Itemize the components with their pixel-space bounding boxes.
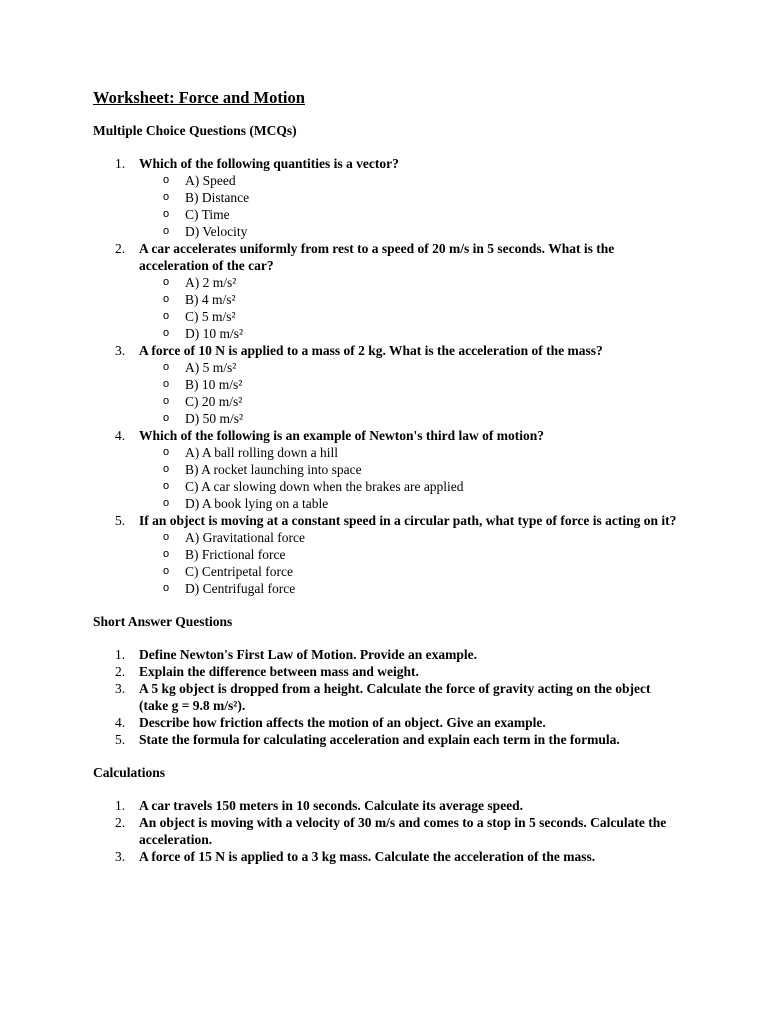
answer-option-text: C) Centripetal force	[185, 564, 293, 579]
question-number: 2.	[115, 241, 126, 256]
answer-options	[139, 274, 683, 342]
question-text: If an object is moving at a constant speed in a circular path, what type of force is acting on it?	[139, 513, 677, 528]
circle-bullet-icon: o	[163, 208, 170, 220]
question-list	[93, 155, 683, 597]
question-item	[93, 714, 683, 731]
question-item	[93, 155, 683, 240]
answer-option-text: C) Time	[185, 207, 230, 222]
circle-bullet-icon: o	[163, 446, 170, 458]
question-number: 5.	[115, 513, 126, 528]
answer-option	[139, 495, 683, 512]
question-number: 4.	[115, 428, 126, 443]
question-item	[93, 240, 683, 342]
circle-bullet-icon: o	[163, 293, 170, 305]
answer-option	[139, 393, 683, 410]
answer-option-text: A) Gravitational force	[185, 530, 305, 545]
circle-bullet-icon: o	[163, 412, 170, 424]
answer-option	[139, 376, 683, 393]
answer-options	[139, 444, 683, 512]
question-text: Describe how friction affects the motion of an object. Give an example.	[139, 715, 546, 730]
circle-bullet-icon: o	[163, 174, 170, 186]
question-number: 4.	[115, 715, 126, 730]
answer-options	[139, 172, 683, 240]
answer-option-text: D) 50 m/s²	[185, 411, 244, 426]
answer-option-text: C) 20 m/s²	[185, 394, 243, 409]
circle-bullet-icon: o	[163, 548, 170, 560]
answer-option-text: D) Centrifugal force	[185, 581, 296, 596]
question-number: 3.	[115, 681, 126, 696]
answer-option	[139, 529, 683, 546]
answer-option	[139, 291, 683, 308]
answer-option-text: A) Speed	[185, 173, 236, 188]
answer-option	[139, 563, 683, 580]
answer-option-text: B) Frictional force	[185, 547, 286, 562]
worksheet-title: Worksheet: Force and Motion	[93, 88, 305, 107]
answer-option	[139, 478, 683, 495]
section-heading: Calculations	[93, 765, 166, 780]
answer-option	[139, 206, 683, 223]
answer-option	[139, 189, 683, 206]
answer-option-text: A) 5 m/s²	[185, 360, 237, 375]
answer-option-text: A) A ball rolling down a hill	[185, 445, 338, 460]
question-text: Explain the difference between mass and weight.	[139, 664, 419, 679]
answer-option-text: B) 10 m/s²	[185, 377, 243, 392]
question-item	[93, 731, 683, 748]
circle-bullet-icon: o	[163, 327, 170, 339]
worksheet-page	[93, 88, 683, 881]
circle-bullet-icon: o	[163, 497, 170, 509]
question-text: A car travels 150 meters in 10 seconds. Calculate its average speed.	[139, 798, 524, 813]
question-item	[93, 427, 683, 512]
question-item	[93, 646, 683, 663]
circle-bullet-icon: o	[163, 191, 170, 203]
circle-bullet-icon: o	[163, 565, 170, 577]
answer-option	[139, 325, 683, 342]
question-text: State the formula for calculating acceleration and explain each term in the formula.	[139, 732, 620, 747]
question-item	[93, 797, 683, 814]
question-number: 2.	[115, 664, 126, 679]
answer-option	[139, 172, 683, 189]
circle-bullet-icon: o	[163, 276, 170, 288]
question-text: A car accelerates uniformly from rest to a speed of 20 m/s in 5 seconds. What is the acceleration of the car?	[139, 241, 615, 273]
answer-option	[139, 223, 683, 240]
question-list	[93, 797, 683, 865]
answer-option	[139, 546, 683, 563]
answer-option-text: D) Velocity	[185, 224, 248, 239]
question-number: 3.	[115, 849, 126, 864]
question-text: Define Newton's First Law of Motion. Provide an example.	[139, 647, 477, 662]
question-text: A 5 kg object is dropped from a height. Calculate the force of gravity acting on the object (take g = 9.8 m/s²).	[139, 681, 651, 713]
question-text: A force of 10 N is applied to a mass of 2 kg. What is the acceleration of the mass?	[139, 343, 603, 358]
answer-option	[139, 444, 683, 461]
answer-option	[139, 274, 683, 291]
answer-option-text: B) Distance	[185, 190, 250, 205]
circle-bullet-icon: o	[163, 378, 170, 390]
answer-options	[139, 529, 683, 597]
answer-option	[139, 461, 683, 478]
question-item	[93, 814, 683, 848]
answer-option-text: A) 2 m/s²	[185, 275, 237, 290]
question-item	[93, 680, 683, 714]
answer-option-text: C) 5 m/s²	[185, 309, 236, 324]
circle-bullet-icon: o	[163, 395, 170, 407]
question-text: An object is moving with a velocity of 30 m/s and comes to a stop in 5 seconds. Calculate the acceleration.	[139, 815, 667, 847]
question-text: A force of 15 N is applied to a 3 kg mass. Calculate the acceleration of the mass.	[139, 849, 596, 864]
question-number: 1.	[115, 647, 126, 662]
circle-bullet-icon: o	[163, 310, 170, 322]
answer-options	[139, 359, 683, 427]
answer-option-text: B) A rocket launching into space	[185, 462, 362, 477]
question-number: 1.	[115, 156, 126, 171]
section-heading: Short Answer Questions	[93, 614, 233, 629]
question-item	[93, 663, 683, 680]
answer-option	[139, 580, 683, 597]
answer-option-text: D) 10 m/s²	[185, 326, 244, 341]
answer-option-text: D) A book lying on a table	[185, 496, 329, 511]
answer-option-text: C) A car slowing down when the brakes are applied	[185, 479, 464, 494]
question-list	[93, 646, 683, 748]
circle-bullet-icon: o	[163, 480, 170, 492]
question-number: 2.	[115, 815, 126, 830]
question-item	[93, 512, 683, 597]
section-heading: Multiple Choice Questions (MCQs)	[93, 123, 297, 138]
circle-bullet-icon: o	[163, 463, 170, 475]
answer-option	[139, 308, 683, 325]
answer-option	[139, 359, 683, 376]
worksheet-body	[93, 122, 683, 865]
circle-bullet-icon: o	[163, 582, 170, 594]
question-text: Which of the following quantities is a vector?	[139, 156, 399, 171]
question-number: 1.	[115, 798, 126, 813]
question-number: 5.	[115, 732, 126, 747]
circle-bullet-icon: o	[163, 531, 170, 543]
answer-option	[139, 410, 683, 427]
answer-option-text: B) 4 m/s²	[185, 292, 236, 307]
worksheet-section	[93, 613, 683, 748]
question-item	[93, 848, 683, 865]
circle-bullet-icon: o	[163, 361, 170, 373]
question-number: 3.	[115, 343, 126, 358]
circle-bullet-icon: o	[163, 225, 170, 237]
worksheet-section	[93, 122, 683, 597]
question-text: Which of the following is an example of Newton's third law of motion?	[139, 428, 544, 443]
question-item	[93, 342, 683, 427]
worksheet-section	[93, 764, 683, 865]
